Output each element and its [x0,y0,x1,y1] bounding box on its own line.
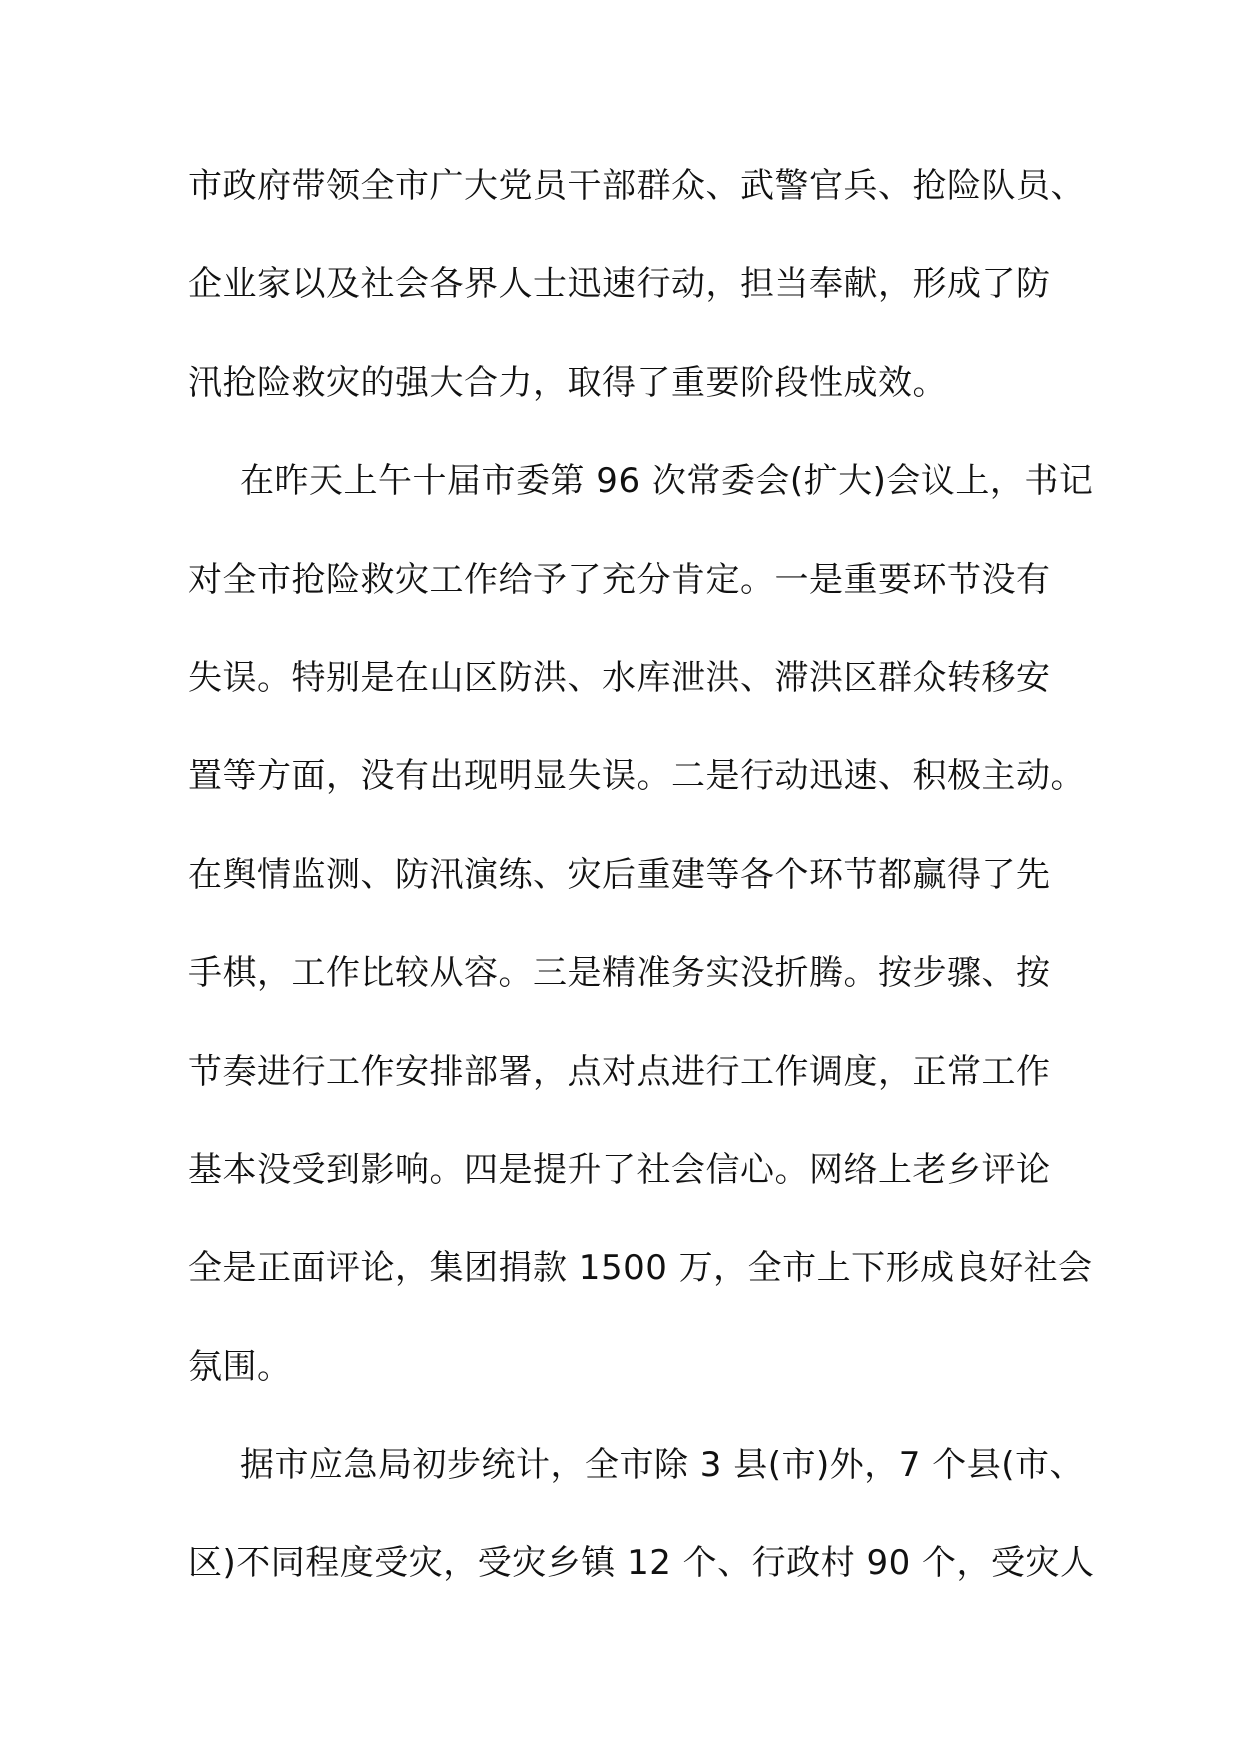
text-line: 置等方面，没有出现明显失误。二是行动迅速、积极主动。 [188,756,1085,797]
text-line: 全是正面评论，集团捐款 1500 万，全市上下形成良好社会 [188,1248,1093,1289]
text-line: 市政府带领全市广大党员干部群众、武警官兵、抢险队员、 [188,166,1085,206]
text-line: 区)不同程度受灾，受灾乡镇 12 个、行政村 90 个，受灾人 [188,1543,1095,1584]
paragraph-start-line: 在昨天上午十届市委第 96 次常委会(扩大)会议上，书记 [240,461,1094,502]
text-line: 企业家以及社会各界人士迅速行动，担当奉献，形成了防 [188,264,1051,305]
body-text [188,166,1095,1644]
text-line: 失误。特别是在山区防洪、水库泄洪、滞洪区群众转移安 [188,657,1051,698]
text-line: 在舆情监测、防汛演练、灾后重建等各个环节都赢得了先 [188,854,1051,895]
text-line: 氛围。 [188,1346,292,1387]
text-line: 对全市抢险救灾工作给予了充分肯定。一是重要环节没有 [188,559,1051,600]
text-line: 手棋，工作比较从容。三是精准务实没折腾。按步骤、按 [188,953,1051,994]
text-line: 汛抢险救灾的强大合力，取得了重要阶段性成效。 [188,362,947,403]
text-line: 节奏进行工作安排部署，点对点进行工作调度，正常工作 [188,1051,1051,1092]
paragraph-start-line: 据市应急局初步统计，全市除 3 县(市)外，7 个县(市、 [240,1445,1084,1486]
text-line: 基本没受到影响。四是提升了社会信心。网络上老乡评论 [188,1149,1051,1190]
